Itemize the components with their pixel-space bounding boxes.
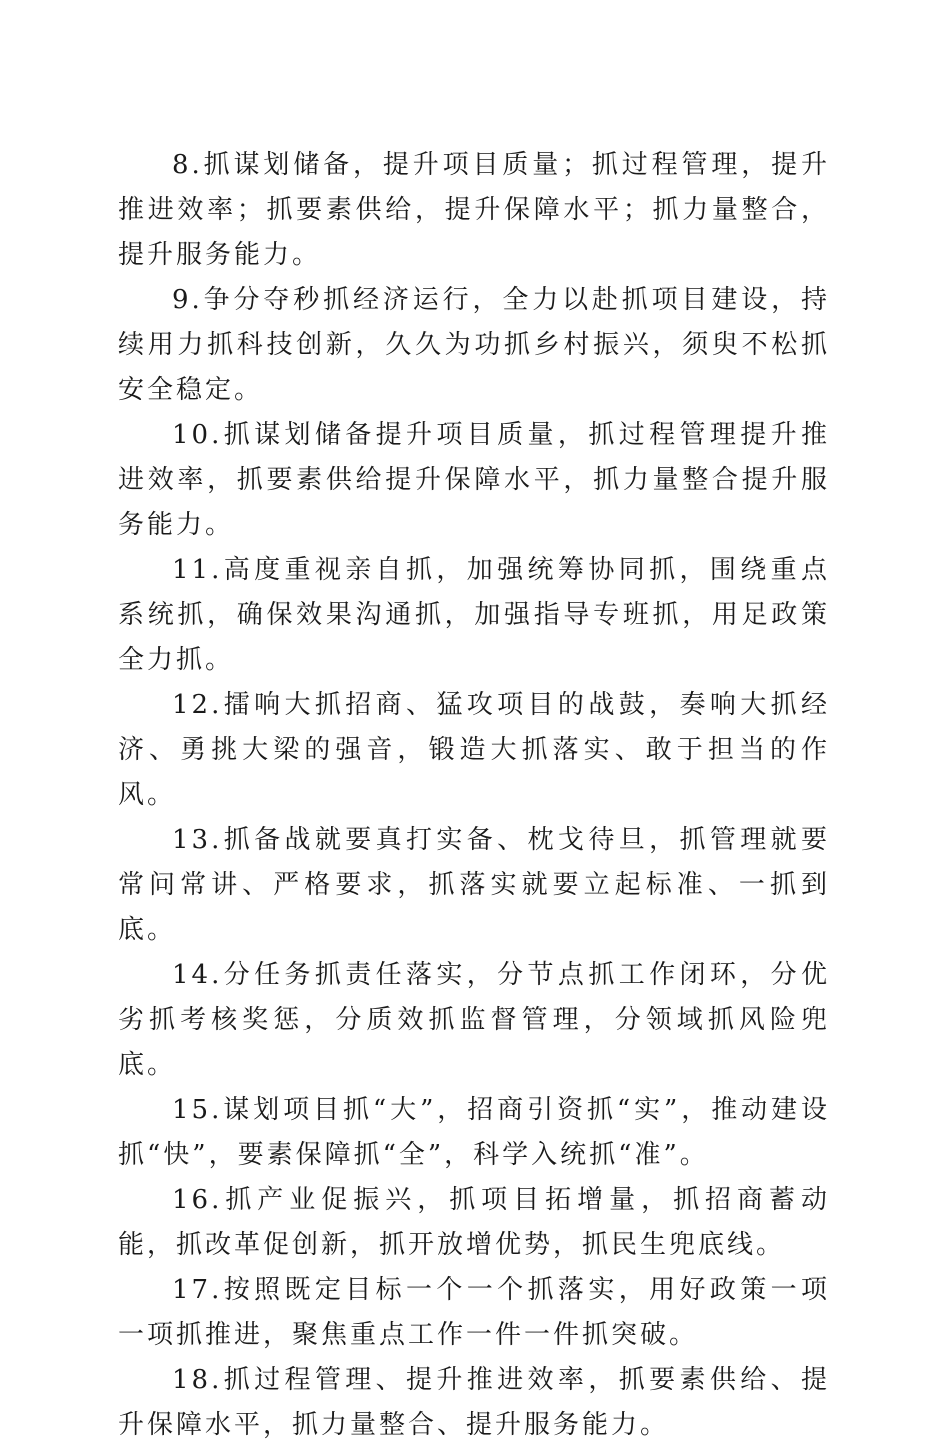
paragraph-14: 14.分任务抓责任落实，分节点抓工作闭环，分优劣抓考核奖惩，分质效抓监督管理，分领域抓风险兜底。 xyxy=(118,960,830,1080)
paragraph-10: 10.抓谋划储备提升项目质量，抓过程管理提升推进效率，抓要素供给提升保障水平，抓力量整合提升服务能力。 xyxy=(118,420,830,540)
paragraph-15: 15.谋划项目抓“大”，招商引资抓“实”，推动建设抓“快”，要素保障抓“全”，科学入统抓“准”。 xyxy=(118,1095,830,1170)
paragraph-13: 13.抓备战就要真打实备、枕戈待旦，抓管理就要常问常讲、严格要求，抓落实就要立起标准、一抓到底。 xyxy=(118,825,830,945)
paragraph-18: 18.抓过程管理、提升推进效率，抓要素供给、提升保障水平，抓力量整合、提升服务能力。 xyxy=(118,1365,830,1440)
paragraph-12: 12.擂响大抓招商、猛攻项目的战鼓，奏响大抓经济、勇挑大梁的强音，锻造大抓落实、敢于担当的作风。 xyxy=(118,690,830,810)
paragraph-9: 9.争分夺秒抓经济运行，全力以赴抓项目建设，持续用力抓科技创新，久久为功抓乡村振兴，须臾不松抓安全稳定。 xyxy=(118,285,830,405)
paragraph-8: 8.抓谋划储备，提升项目质量；抓过程管理，提升推进效率；抓要素供给，提升保障水平；抓力量整合，提升服务能力。 xyxy=(118,150,830,270)
document-body xyxy=(118,143,830,1448)
paragraph-11: 11.高度重视亲自抓，加强统筹协同抓，围绕重点系统抓，确保效果沟通抓，加强指导专班抓，用足政策全力抓。 xyxy=(118,555,830,675)
paragraph-16: 16.抓产业促振兴，抓项目拓增量，抓招商蓄动能，抓改革促创新，抓开放增优势，抓民生兜底线。 xyxy=(118,1185,830,1260)
paragraph-17: 17.按照既定目标一个一个抓落实，用好政策一项一项抓推进，聚焦重点工作一件一件抓突破。 xyxy=(118,1275,830,1350)
